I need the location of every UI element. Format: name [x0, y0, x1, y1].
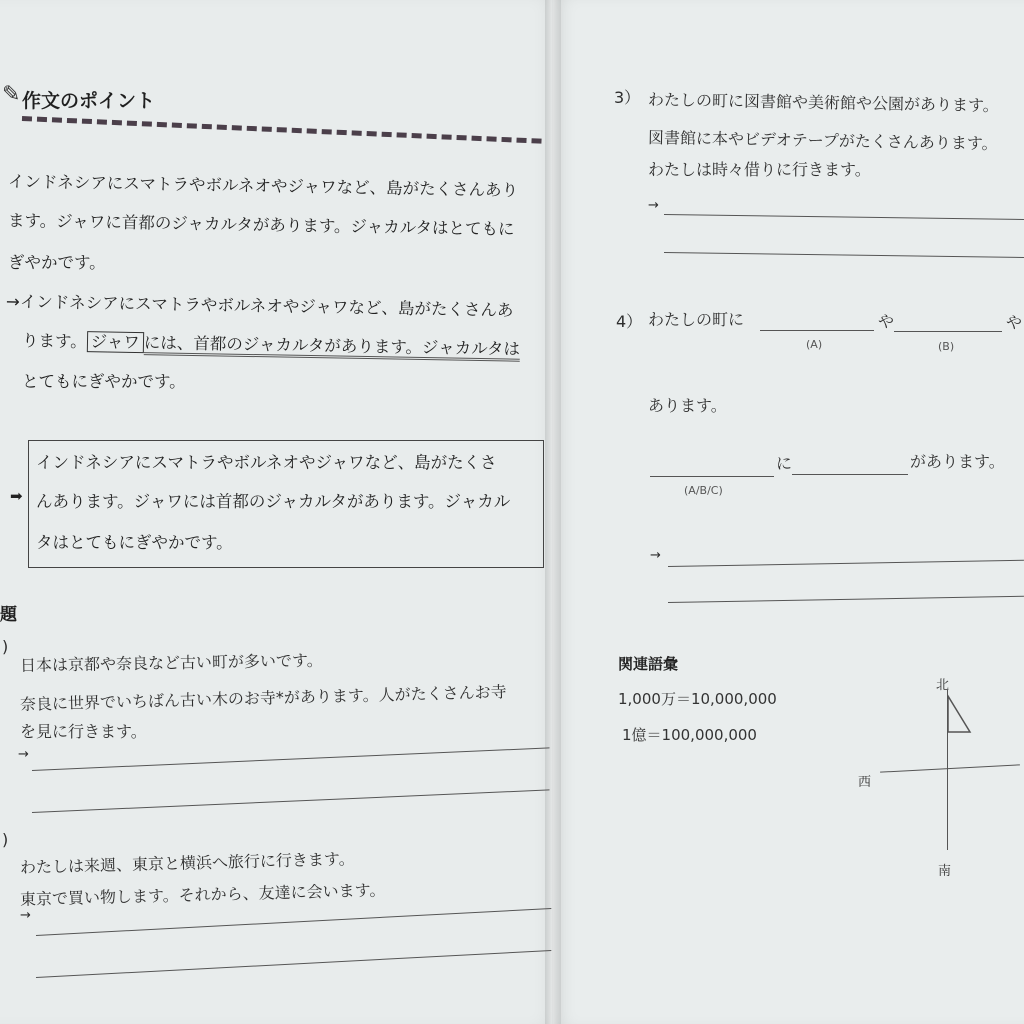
box-line-3: タはとてもにぎやかです。	[36, 533, 233, 552]
ex4-label-abc: (A/B/C)	[684, 484, 723, 497]
right-page	[552, 0, 1024, 1024]
ex4-blank-b[interactable]	[894, 331, 1002, 332]
compass-north-arrow	[944, 694, 974, 736]
ex1-line-1: 日本は京都や奈良など古い町が多いです。	[19, 650, 323, 675]
compass-north-label: 北	[936, 678, 950, 693]
example-line-2: ます。ジャワに首都のジャカルタがあります。ジャカルタはとてもに	[7, 211, 515, 239]
ex1-number: )	[2, 637, 9, 656]
ex4-ni: に	[776, 454, 793, 473]
example-line-3: ぎやかです。	[8, 253, 106, 272]
example-line-1: インドネシアにスマトラやボルネオやジャワなど、島がたくさんあり	[7, 172, 519, 200]
vocab-item-1: 1,000万＝10,000,000	[618, 690, 777, 708]
revised-line-3: とてもにぎやかです。	[22, 372, 186, 391]
ex1-line-2: 奈良に世界でいちばん古い木のお寺*があります。人がたくさんお寺	[19, 682, 507, 714]
box-arrow: ➡	[10, 487, 23, 505]
exercise-heading: 題	[0, 605, 17, 625]
framed-java: ジャワ	[87, 331, 145, 353]
ex4-ya-1: や	[878, 312, 895, 331]
revised-text-2: ります。	[21, 331, 87, 352]
ex3-line-2: 図書館に本やビデオテープがたくさんあります。	[647, 128, 998, 154]
compass-west-label: 西	[858, 775, 872, 790]
ex2-arrow: →	[20, 908, 31, 923]
ex4-blank-abc[interactable]	[650, 476, 774, 477]
ex4-blank-a[interactable]	[760, 330, 874, 331]
book-spine	[545, 0, 561, 1024]
ex4-arrow: →	[650, 548, 661, 563]
ex3-number: 3）	[614, 88, 641, 107]
pencil-icon: ✎	[2, 82, 21, 107]
vocab-heading: 関連語彙	[618, 655, 679, 673]
section-heading: 作文のポイント	[22, 90, 156, 112]
revised-arrow: →	[5, 292, 21, 312]
ex4-label-a: (A)	[806, 338, 823, 351]
revised-text-3: には、首都のジャカルタがあります。ジャカルタは	[144, 333, 521, 362]
ex4-ya-2: や	[1006, 313, 1023, 332]
ex2-number: )	[2, 830, 9, 849]
box-line-2: んあります。ジャワには首都のジャカルタがあります。ジャカル	[36, 492, 511, 511]
ex4-prefix: わたしの町に	[648, 310, 745, 329]
ex4-blank-place[interactable]	[792, 474, 908, 475]
ex3-line-3: わたしは時々借りに行きます。	[648, 160, 871, 179]
ex4-label-b: (B)	[938, 340, 955, 353]
ex2-line-2: 東京で買い物します。それから、友達に会います。	[19, 880, 386, 909]
revised-text-1: インドネシアにスマトラやボルネオやジャワなど、島がたくさんあ	[19, 292, 514, 320]
vocab-item-2: 1億＝100,000,000	[622, 726, 757, 744]
ex1-line-3: を見に行きます。	[20, 722, 147, 741]
ex2-line-1: わたしは来週、東京と横浜へ旅行に行きます。	[19, 849, 355, 877]
box-line-1: インドネシアにスマトラやボルネオやジャワなど、島がたくさ	[36, 453, 497, 472]
compass-south-label: 南	[938, 864, 952, 879]
ex3-arrow: →	[648, 198, 659, 213]
ex1-arrow: →	[18, 747, 29, 762]
ex3-line-1: わたしの町に図書館や美術館や公園があります。	[647, 90, 999, 116]
ex4-arimasu: あります。	[648, 396, 727, 415]
ex4-ga-arimasu: があります。	[910, 452, 1005, 471]
ex4-number: 4）	[616, 312, 643, 331]
